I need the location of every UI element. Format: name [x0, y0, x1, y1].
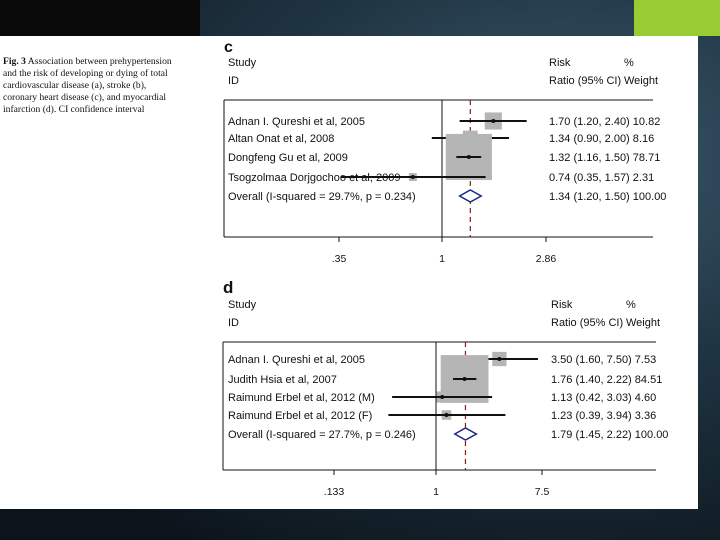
panel-c-header-risk: Risk [549, 57, 571, 69]
panel-c-study-ci-text: 1.32 (1.16, 1.50) 78.71 [549, 152, 661, 164]
panel-d-overall-ci-text: 1.79 (1.45, 2.22) 100.00 [551, 429, 669, 441]
panel-d-x-tick-label: 7.5 [534, 486, 550, 498]
panel-d-study-label: Adnan I. Qureshi et al, 2005 [228, 354, 365, 366]
panel-c-point-estimate [491, 119, 495, 123]
panel-d-point-estimate [463, 377, 467, 381]
panel-d-header-id: ID [228, 317, 239, 329]
panel-c-study-ci-text: 1.34 (0.90, 2.00) 8.16 [549, 133, 655, 145]
panel-c-header-study: Study [228, 57, 257, 69]
panel-c-header-pct: % [624, 57, 634, 69]
panel-c-x-tick-label: .35 [331, 253, 347, 265]
panel-c-study-label: Dongfeng Gu et al, 2009 [228, 152, 348, 164]
panel-c-x-tick-label: 2.86 [535, 253, 557, 265]
panel-d-overall-label: Overall (I-squared = 27.7%, p = 0.246) [228, 429, 416, 441]
panel-d-study-label: Raimund Erbel et al, 2012 (M) [228, 392, 375, 404]
panel-d-header-ratio: Ratio (95% CI) [551, 317, 624, 329]
panel-c-x-tick-label: 1 [439, 253, 445, 265]
panel-d-point-estimate [444, 413, 448, 417]
panel-d-study-ci-text: 1.76 (1.40, 2.22) 84.51 [551, 374, 663, 386]
panel-c-study-label: Tsogzolmaa Dorjgochoo et al, 2009 [228, 172, 401, 184]
panel-c-header-id: ID [228, 75, 239, 87]
panel-c-point-estimate [411, 175, 415, 179]
panel-c-study-ci-text: 0.74 (0.35, 1.57) 2.31 [549, 172, 655, 184]
panel-d-study-label: Raimund Erbel et al, 2012 (F) [228, 410, 373, 422]
panel-d-header-study: Study [228, 299, 257, 311]
figure-number: Fig. 3 [3, 56, 26, 67]
panel-c-header-weight: Weight [624, 75, 659, 87]
panel-d-header-pct: % [626, 299, 636, 311]
panel-c-overall-label: Overall (I-squared = 29.7%, p = 0.234) [228, 191, 416, 203]
figure-caption-text: Association between prehypertension and the risk of developing or dying of total cardiovascular disease (a), stroke (b), coronary heart disease (c), and myocardial infarction (d). CI confidence interval [3, 56, 172, 115]
panel-d-overall-diamond [455, 428, 477, 440]
panel-d-header-weight: Weight [626, 317, 661, 329]
panel-c-header-ratio: Ratio (95% CI) [549, 75, 622, 87]
panel-d-study-label: Judith Hsia et al, 2007 [228, 374, 337, 386]
panel-c-letter: c [224, 39, 233, 56]
panel-c-study-ci-text: 1.70 (1.20, 2.40) 10.82 [549, 116, 661, 128]
panel-c-point-estimate [467, 155, 471, 159]
panel-c-study-label: Altan Onat et al, 2008 [228, 133, 335, 145]
panel-d-x-tick-label: .133 [323, 486, 345, 498]
panel-d-study-ci-text: 1.13 (0.42, 3.03) 4.60 [551, 392, 657, 404]
panel-c-study-label: Adnan I. Qureshi et al, 2005 [228, 116, 365, 128]
panel-d-study-ci-text: 1.23 (0.39, 3.94) 3.36 [551, 410, 657, 422]
panel-d-point-estimate [440, 395, 444, 399]
panel-d-letter: d [223, 278, 234, 297]
panel-d-header-risk: Risk [551, 299, 573, 311]
panel-c-overall-ci-text: 1.34 (1.20, 1.50) 100.00 [549, 191, 667, 203]
panel-d-study-ci-text: 3.50 (1.60, 7.50) 7.53 [551, 354, 657, 366]
panel-d-x-tick-label: 1 [433, 486, 439, 498]
panel-c-overall-diamond [460, 190, 482, 202]
panel-d-point-estimate [497, 357, 501, 361]
